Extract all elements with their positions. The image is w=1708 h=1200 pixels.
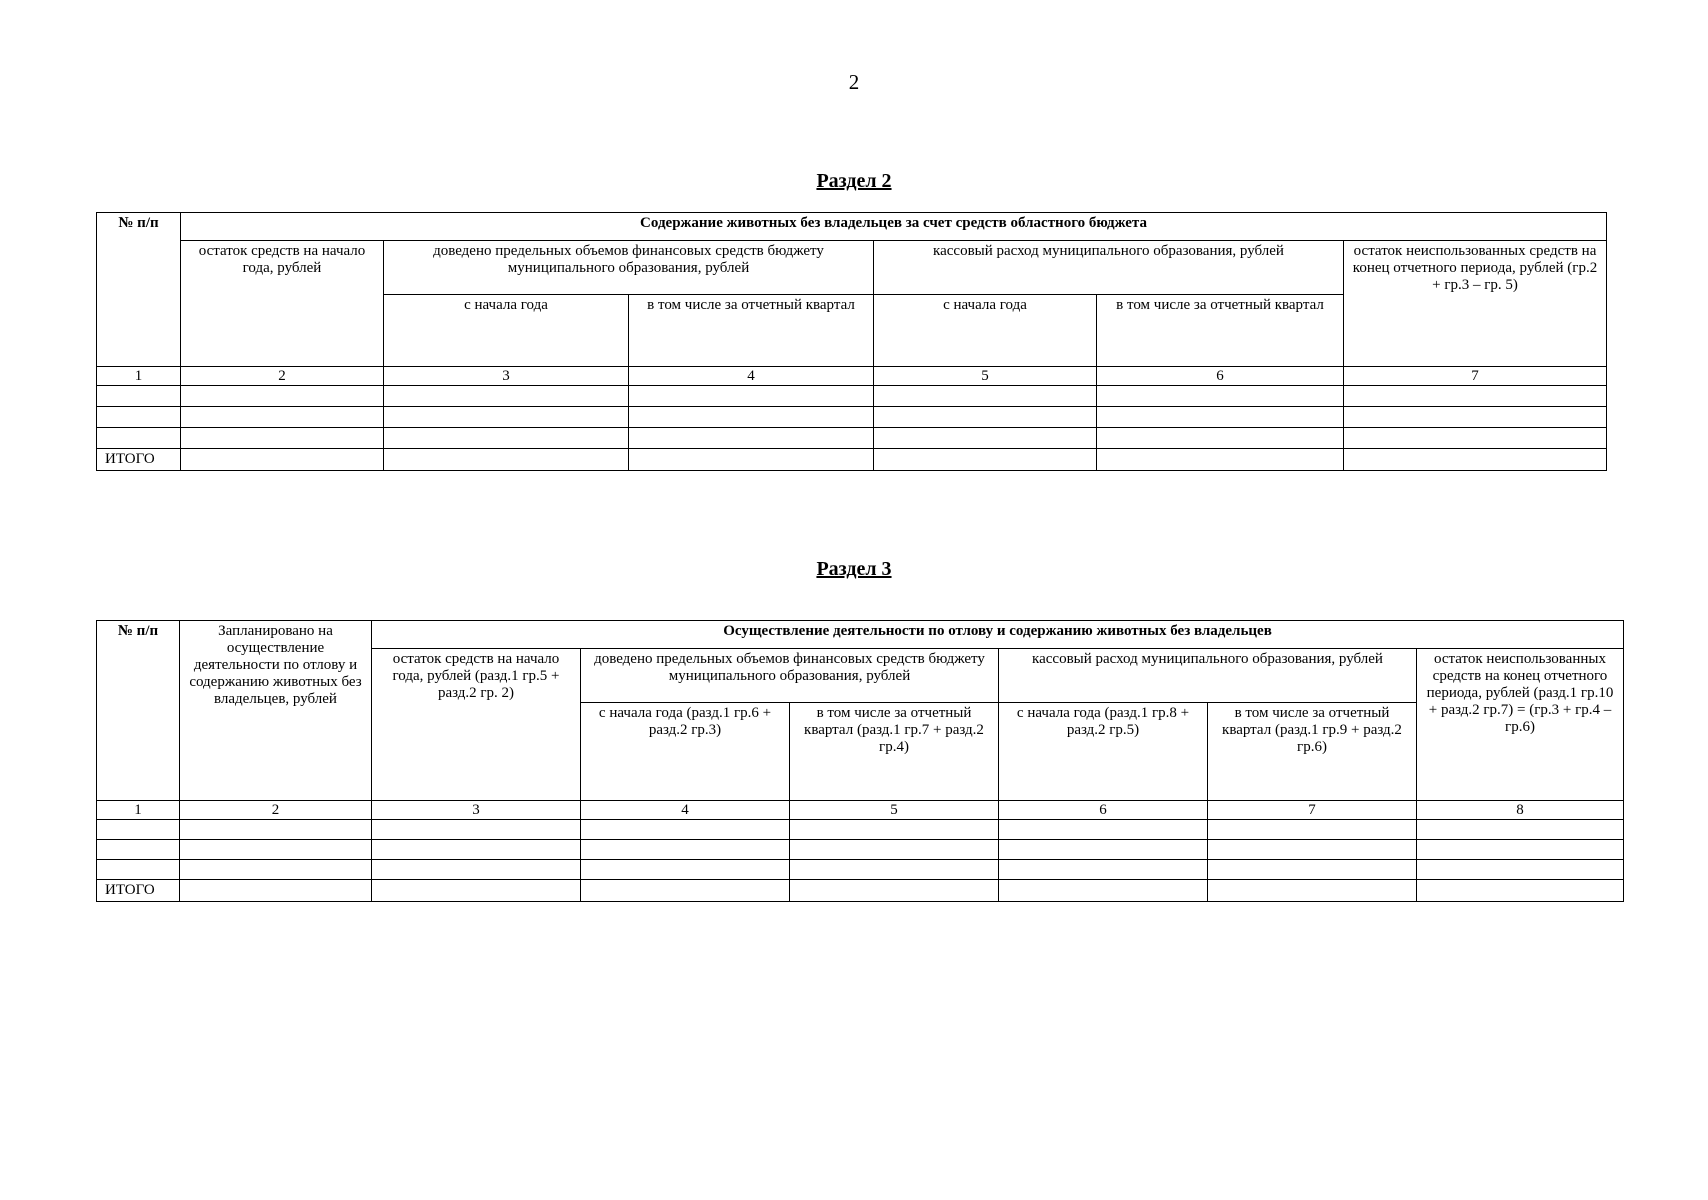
col-number: 4 xyxy=(629,367,874,386)
balance-start-header: остаток средств на начало года, рублей (разд.1 гр.5 + разд.2 гр. 2) xyxy=(372,649,581,801)
total-row xyxy=(97,880,1624,902)
table-row xyxy=(97,428,1607,449)
col-number: 1 xyxy=(97,367,181,386)
table-row xyxy=(97,386,1607,407)
col-number: 3 xyxy=(372,801,581,820)
total-row xyxy=(97,449,1607,471)
col-number: 2 xyxy=(180,801,372,820)
col-number: 5 xyxy=(790,801,999,820)
limits-quarter-header: в том числе за отчетный квартал xyxy=(629,295,874,367)
col-number: 7 xyxy=(1344,367,1607,386)
table-row xyxy=(97,860,1624,880)
col-number: 6 xyxy=(999,801,1208,820)
cash-quarter-header: в том числе за отчетный квартал (разд.1 гр.9 + разд.2 гр.6) xyxy=(1208,703,1417,801)
col-number: 5 xyxy=(874,367,1097,386)
table-row xyxy=(97,840,1624,860)
cash-header: кассовый расход муниципального образования, рублей xyxy=(999,649,1417,703)
total-label: ИТОГО xyxy=(97,880,180,902)
col-no-header: № п/п xyxy=(97,621,180,801)
balance-end-header: остаток неиспользованных средств на конец отчетного периода, рублей (разд.1 гр.10 + разд.2 гр.7) = (гр.3 + гр.4 – гр.6) xyxy=(1417,649,1624,801)
limits-from-start-header: с начала года xyxy=(384,295,629,367)
section2-table xyxy=(96,212,1607,471)
col-number: 3 xyxy=(384,367,629,386)
balance-start-header: остаток средств на начало года, рублей xyxy=(181,241,384,367)
cash-from-start-header: с начала года xyxy=(874,295,1097,367)
planned-header: Запланировано на осуществление деятельности по отлову и содержанию животных без владельцев, рублей xyxy=(180,621,372,801)
limits-from-start-header: с начала года (разд.1 гр.6 + разд.2 гр.3) xyxy=(581,703,790,801)
cash-from-start-header: с начала года (разд.1 гр.8 + разд.2 гр.5) xyxy=(999,703,1208,801)
main-header: Содержание животных без владельцев за счет средств областного бюджета xyxy=(181,213,1607,241)
total-label: ИТОГО xyxy=(97,449,181,471)
table-row xyxy=(97,407,1607,428)
section2-title: Раздел 2 xyxy=(816,170,892,192)
cash-quarter-header: в том числе за отчетный квартал xyxy=(1097,295,1344,367)
col-no-header: № п/п xyxy=(97,213,181,367)
section3-title: Раздел 3 xyxy=(816,558,892,580)
col-number: 2 xyxy=(181,367,384,386)
limits-quarter-header: в том числе за отчетный квартал (разд.1 гр.7 + разд.2 гр.4) xyxy=(790,703,999,801)
col-number: 8 xyxy=(1417,801,1624,820)
page-number: 2 xyxy=(848,70,860,94)
main-header: Осуществление деятельности по отлову и содержанию животных без владельцев xyxy=(372,621,1624,649)
col-number: 7 xyxy=(1208,801,1417,820)
col-number: 4 xyxy=(581,801,790,820)
limits-header: доведено предельных объемов финансовых средств бюджету муниципального образования, рублей xyxy=(384,241,874,295)
cash-header: кассовый расход муниципального образования, рублей xyxy=(874,241,1344,295)
table-row xyxy=(97,820,1624,840)
col-number: 6 xyxy=(1097,367,1344,386)
limits-header: доведено предельных объемов финансовых средств бюджету муниципального образования, рублей xyxy=(581,649,999,703)
section3-table xyxy=(96,620,1624,902)
col-number: 1 xyxy=(97,801,180,820)
balance-end-header: остаток неиспользованных средств на конец отчетного периода, рублей (гр.2 + гр.3 – гр. 5) xyxy=(1344,241,1607,367)
